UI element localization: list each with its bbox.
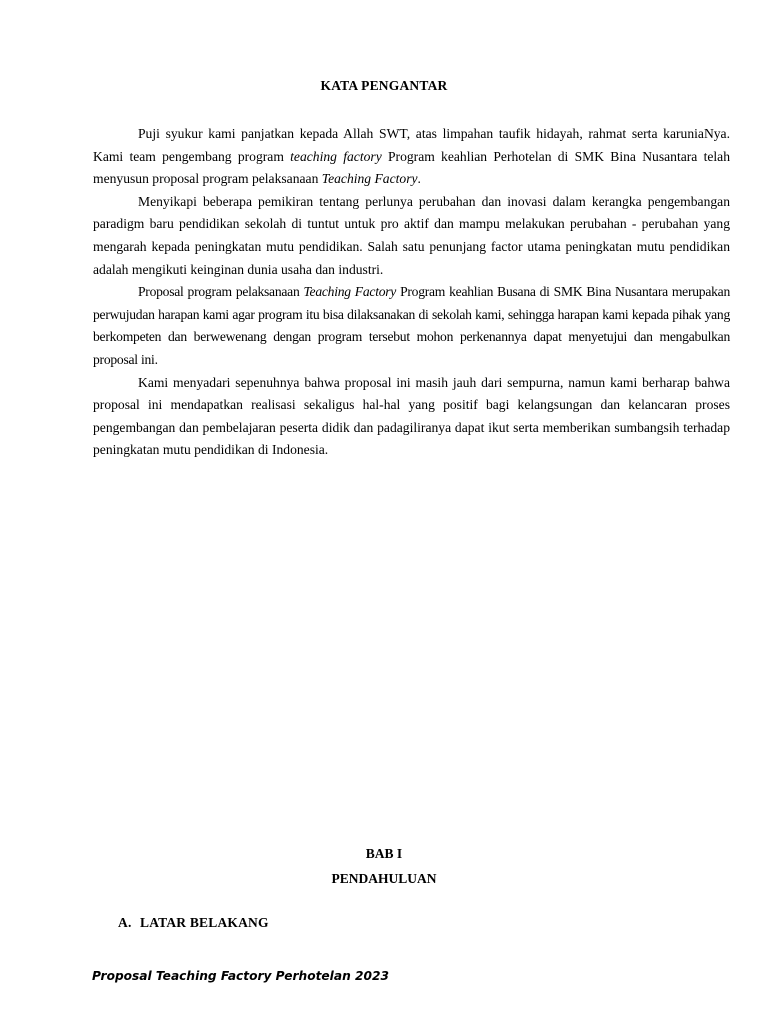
text-run: Kami menyadari sepenuhnya bahwa proposal ini masih jauh dari sempurna, namun kami berharap bahwa proposal ini mendapatkan realisasi sekaligus hal-hal yang positif bagi kelangsungan dan kelancaran proses pengembangan dan pembelajaran peserta didik dan padagiliranya dapat ikut serta memberikan sumbangsih terhadap peningkatan mutu pendidikan di Indonesia. <box>93 374 730 458</box>
section-heading <box>118 915 269 931</box>
italic-text: Teaching Factory <box>303 284 397 300</box>
chapter-number: BAB I <box>365 846 403 861</box>
text-run: Menyikapi beberapa pemikiran tentang perlunya perubahan dan inovasi dalam kerangka pengembangan paradigm baru pendidikan sekolah di tuntut untuk pro aktif dan mampu melakukan perubahan - perubahan yang mengarah kepada peningkatan mutu pendidikan. Salah satu penunjang factor utama peningkatan mutu pendidikan adalah mengikuti keinginan dunia usaha dan industri. <box>93 193 730 277</box>
page-footer: Proposal Teaching Factory Perhotelan 2023 <box>92 969 389 983</box>
paragraph-2 <box>93 191 730 281</box>
paragraph-4 <box>93 372 730 462</box>
body-text <box>93 123 730 462</box>
section-title: LATAR BELAKANG <box>140 915 269 930</box>
page-title: KATA PENGANTAR <box>320 78 448 93</box>
text-run: Proposal program pelaksanaan <box>138 284 304 300</box>
section-label: A. <box>118 915 132 930</box>
chapter-title: PENDAHULUAN <box>331 871 437 886</box>
italic-text: Teaching Factory <box>321 171 418 187</box>
text-run: Program keahlian Perhotelan di SMK Bina Nusantara telah menyusun proposal program pelaksanaan <box>93 148 730 187</box>
text-run: . <box>417 171 421 187</box>
paragraph-3 <box>93 281 730 371</box>
paragraph-1 <box>93 123 730 191</box>
italic-text: teaching factory <box>290 148 382 164</box>
text-run: Puji syukur kami panjatkan kepada Allah SWT, atas limpahan taufik hidayah, rahmat serta karuniaNya. Kami team pengembang program <box>93 126 730 164</box>
text-run: Program keahlian Busana di SMK Bina Nusantara merupakan perwujudan harapan kami agar program itu bisa dilaksanakan di sekolah kami, sehingga harapan kami kepada pihak yang berkompeten dan berwewenang dengan program tersebut mohon perkenannya dapat menyetujui dan mengabulkan proposal ini. <box>93 284 730 367</box>
